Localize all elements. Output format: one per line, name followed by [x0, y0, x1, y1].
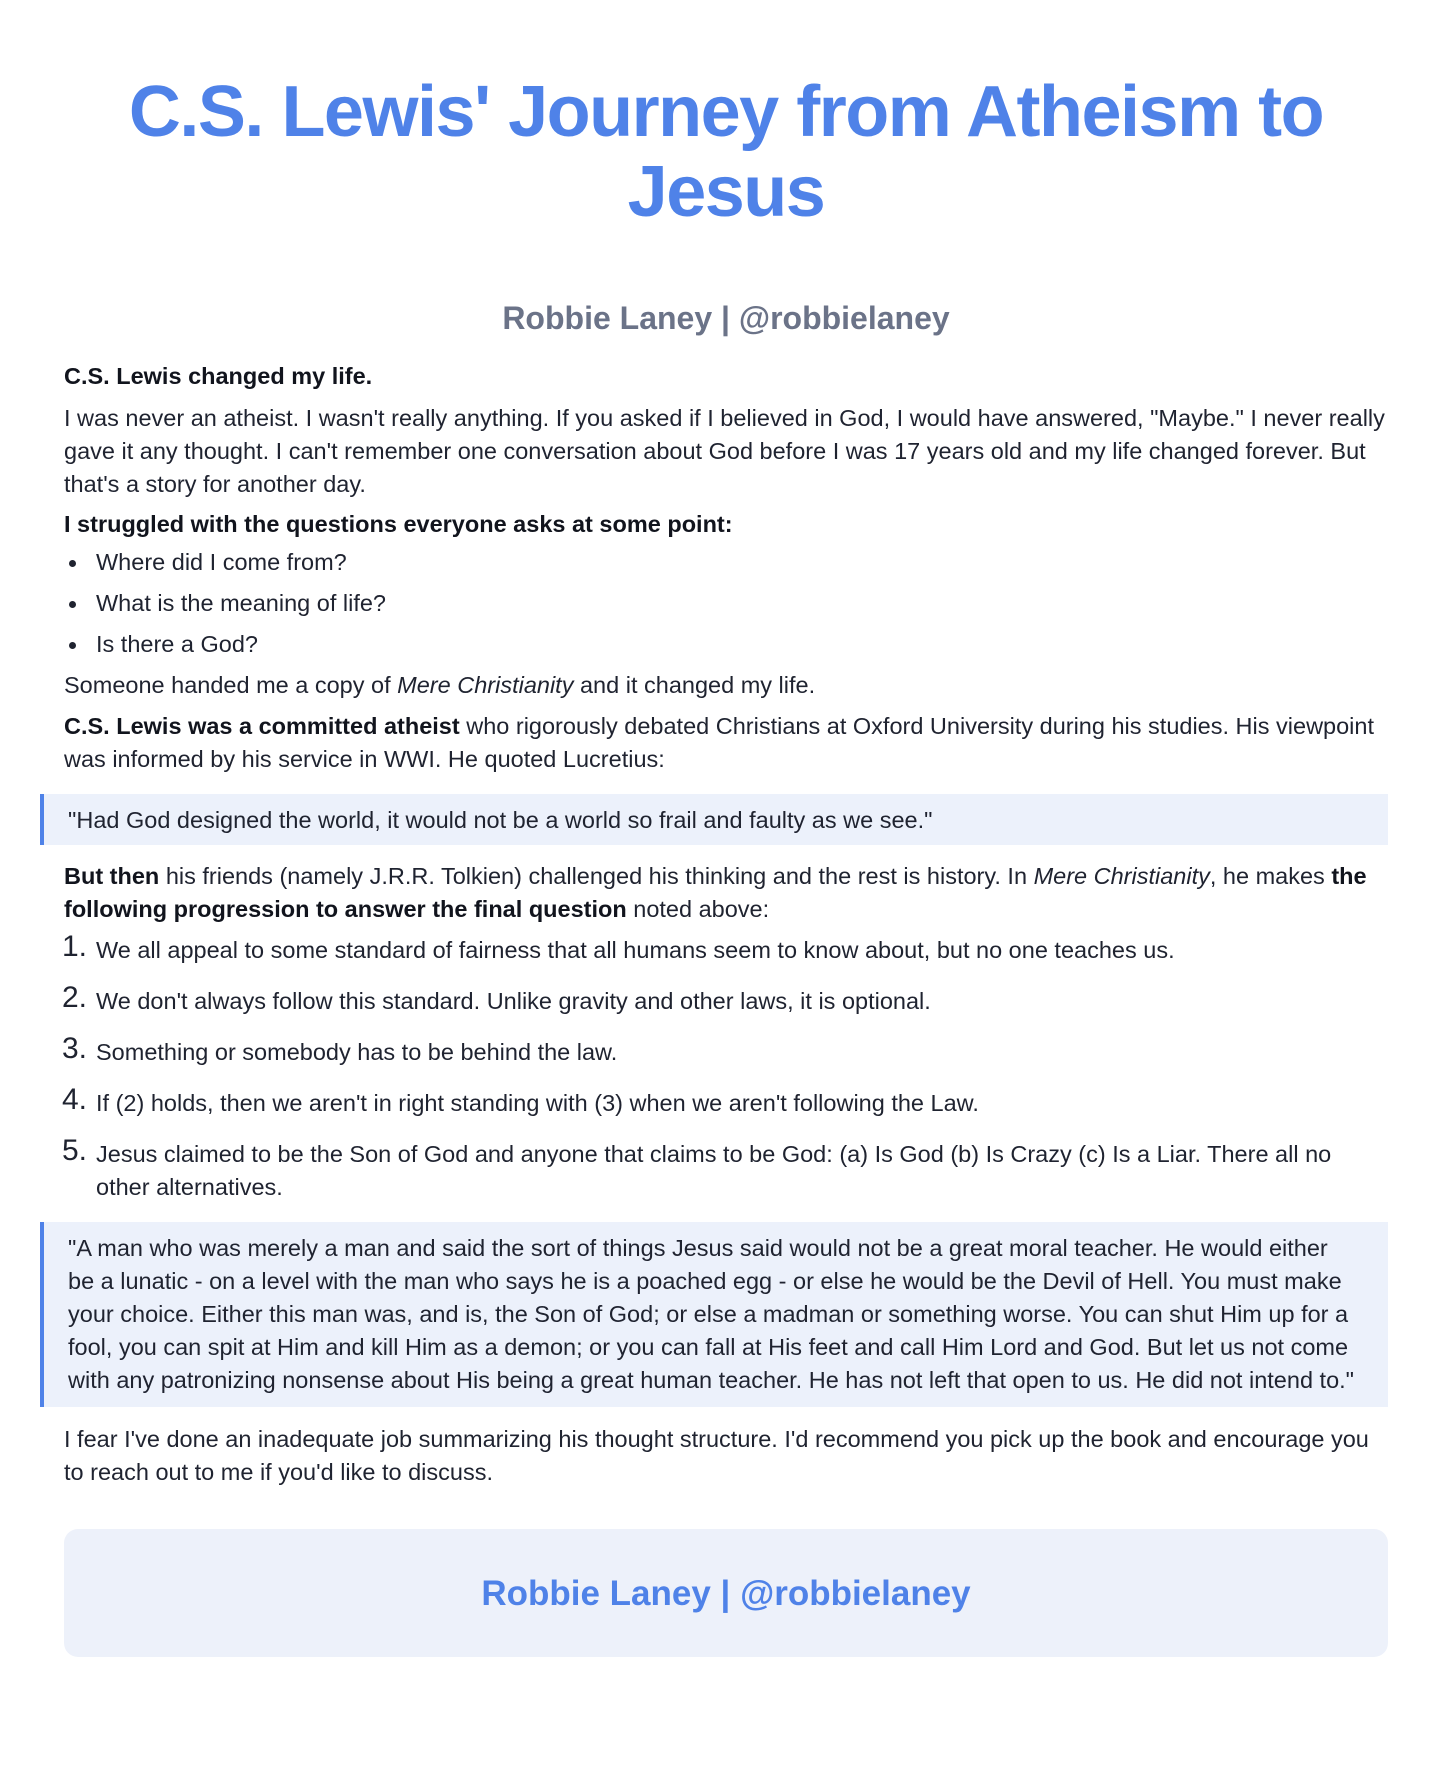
- step-number: 1.: [62, 930, 88, 963]
- list-item: Where did I come from?: [64, 546, 1388, 579]
- mere-christianity-paragraph: [64, 669, 1388, 702]
- step-text: If (2) holds, then we aren't in right standing with (3) when we aren't following the Law.: [96, 1090, 979, 1116]
- but-then-bold: But then: [64, 863, 160, 889]
- lucretius-quote-text: "Had God designed the world, it would not be a world so frail and faulty as we see.": [68, 807, 933, 833]
- author-byline: Robbie Laney | @robbielaney: [502, 300, 950, 336]
- article-body: [64, 360, 1388, 1657]
- list-item: Is there a God?: [64, 628, 1388, 661]
- step-number: 3.: [62, 1032, 88, 1065]
- lewis-quote: [40, 1222, 1388, 1407]
- book-title: Mere Christianity: [1033, 863, 1210, 889]
- never-atheist-paragraph: I was never an atheist. I wasn't really anything. If you asked if I believed in God, I would have answered, "Maybe." I never really gave it any thought. I can't remember one conversation about God before I was 17 years old and my life changed forever. But that's a story for another day.: [64, 405, 1385, 497]
- but-then-bold2: the following progression to answer the final question: [64, 863, 1367, 922]
- step-text: We all appeal to some standard of fairness that all humans seem to know about, but no one teaches us.: [96, 937, 1175, 963]
- mere-after: and it changed my life.: [573, 672, 816, 698]
- but-then-paragraph: [64, 860, 1388, 926]
- step-number: 2.: [62, 981, 88, 1014]
- progression-list: [62, 930, 1388, 1204]
- committed-rest: who rigorously debated Christians at Oxford University during his studies. His viewpoint was informed by his service in WWI. He quoted Lucretius:: [64, 713, 1374, 772]
- but-then-text1: his friends (namely J.R.R. Tolkien) challenged his thinking and the rest is history. In: [159, 863, 1034, 889]
- step-text: We don't always follow this standard. Unlike gravity and other laws, it is optional.: [96, 988, 931, 1014]
- list-item: [62, 1083, 1388, 1120]
- list-item: What is the meaning of life?: [64, 587, 1388, 620]
- mere-before: Someone handed me a copy of: [64, 672, 398, 698]
- lede-paragraph: [64, 360, 1388, 393]
- committed-atheist-paragraph: [64, 710, 1388, 776]
- committed-bold: C.S. Lewis was a committed atheist: [64, 713, 460, 739]
- footer-banner: [64, 1529, 1388, 1657]
- struggle-heading: I struggled with the questions everyone asks at some point:: [64, 511, 733, 537]
- but-then-text3: noted above:: [626, 896, 770, 922]
- list-item: [62, 1134, 1388, 1204]
- step-text: Jesus claimed to be the Son of God and anyone that claims to be God: (a) Is God (b) Is Crazy (c) Is a Liar. There all no other alternatives.: [96, 1141, 1332, 1200]
- list-item: [62, 981, 1388, 1018]
- book-title: Mere Christianity: [397, 672, 574, 698]
- struggle-paragraph: [64, 508, 1388, 541]
- list-item: [62, 930, 1388, 967]
- footer-byline: Robbie Laney | @robbielaney: [481, 1573, 971, 1613]
- page-title: C.S. Lewis' Journey from Atheism to Jesus: [128, 72, 1324, 232]
- questions-list: [64, 546, 1388, 661]
- step-text: Something or somebody has to be behind the law.: [96, 1039, 618, 1065]
- lucretius-quote: [40, 794, 1388, 845]
- list-item: [62, 1032, 1388, 1069]
- lede-text: C.S. Lewis changed my life.: [64, 363, 373, 389]
- but-then-text2: , he makes: [1209, 863, 1332, 889]
- step-number: 5.: [62, 1134, 88, 1167]
- closing-paragraph: I fear I've done an inadequate job summarizing his thought structure. I'd recommend you pick up the book and encourage you to reach out to me if you'd like to discuss.: [64, 1426, 1369, 1485]
- lewis-quote-text: "A man who was merely a man and said the sort of things Jesus said would not be a great moral teacher. He would either be a lunatic - on a level with the man who says he is a poached egg - or else he would be the Devil of Hell. You must make your choice. Either this man was, and is, the Son of God; or else a madman or something worse. You can shut Him up for a fool, you can spit at Him and kill Him as a demon; or you can fall at His feet and call Him Lord and God. But let us not come with any patronizing nonsense about His being a great human teacher. He has not left that open to us. He did not intend to.": [68, 1235, 1355, 1393]
- step-number: 4.: [62, 1083, 88, 1116]
